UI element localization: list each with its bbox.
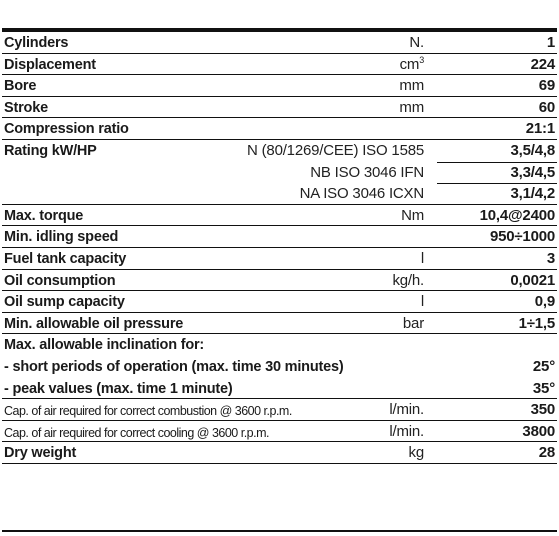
row-value: 0,0021 <box>510 271 555 289</box>
table-row-cylinders <box>2 32 557 54</box>
row-label: - short periods of operation (max. time 30 minutes) <box>4 358 344 375</box>
table-row-fuel-tank <box>2 248 557 270</box>
row-label: Cap. of air required for correct combustion @ 3600 r.p.m. <box>4 404 292 419</box>
row-unit: NA ISO 3046 ICXN <box>299 185 424 203</box>
row-label: Cap. of air required for correct cooling @ 3600 r.p.m. <box>4 425 269 440</box>
row-unit: N (80/1269/CEE) ISO 1585 <box>247 141 424 159</box>
row-unit: l/min. <box>389 401 424 419</box>
unit-base: cm <box>399 55 420 73</box>
table-row-rating-nb <box>2 162 557 184</box>
row-unit: NB ISO 3046 IFN <box>310 163 424 181</box>
table-row-dry-weight <box>2 442 557 464</box>
row-label: Stroke <box>4 99 48 116</box>
table-row-oil-sump <box>2 291 557 313</box>
table-row-max-torque <box>2 205 557 227</box>
row-label: Dry weight <box>4 445 77 462</box>
row-value: 0,9 <box>534 293 555 311</box>
row-value: 3,5/4,8 <box>510 141 555 159</box>
table-row-bore <box>2 75 557 97</box>
row-unit: bar <box>402 314 424 332</box>
row-value: 950÷1000 <box>489 228 555 246</box>
row-label: Max. torque <box>4 207 84 224</box>
table-row-idling-speed <box>2 226 557 248</box>
row-unit: mm <box>399 98 424 116</box>
table-row-rating-na <box>2 183 557 205</box>
row-value: 3,1/4,2 <box>510 185 555 203</box>
row-label: Fuel tank capacity <box>4 250 127 267</box>
table-row-stroke <box>2 97 557 119</box>
unit-superscript: 3 <box>419 54 424 65</box>
row-unit: l <box>420 249 424 267</box>
row-value: 3 <box>546 249 555 267</box>
row-label: Min. allowable oil pressure <box>4 315 184 332</box>
table-row-inclination-short <box>2 356 557 378</box>
row-value: 3,3/4,5 <box>510 163 555 181</box>
row-label: Bore <box>4 78 37 95</box>
table-row-oil-pressure <box>2 313 557 335</box>
row-unit: l/min. <box>389 422 424 440</box>
row-label: - peak values (max. time 1 minute) <box>4 380 233 397</box>
row-label: Displacement <box>4 56 96 73</box>
table-row-rating <box>2 140 557 162</box>
table-row-oil-consumption <box>2 270 557 292</box>
row-unit: kg <box>408 444 424 462</box>
row-unit: mm <box>399 77 424 95</box>
table-row-air-combustion <box>2 399 557 421</box>
row-value: 10,4@2400 <box>479 206 555 224</box>
table-row-air-cooling <box>2 421 557 443</box>
table-row-inclination-peak <box>2 378 557 400</box>
row-unit: l <box>420 293 424 311</box>
row-label: Compression ratio <box>4 121 129 138</box>
row-label: Oil sump capacity <box>4 294 125 311</box>
row-value: 69 <box>538 77 555 95</box>
row-unit: Nm <box>401 206 424 224</box>
row-value: 1 <box>546 34 555 51</box>
row-unit <box>400 56 424 74</box>
row-label: Min. idling speed <box>4 229 119 246</box>
row-value: 1÷1,5 <box>518 314 555 332</box>
table-row-inclination-header <box>2 334 557 356</box>
row-unit: N. <box>409 34 424 51</box>
row-value: 25° <box>532 357 555 375</box>
table-row-displacement <box>2 54 557 76</box>
row-value: 21:1 <box>525 120 555 138</box>
row-value: 3800 <box>522 422 555 440</box>
row-value: 224 <box>530 55 555 73</box>
row-label: Rating kW/HP <box>4 142 97 159</box>
row-value: 60 <box>538 98 555 116</box>
bottom-rule <box>2 530 557 532</box>
row-unit: kg/h. <box>392 271 424 289</box>
row-value: 350 <box>530 401 555 419</box>
row-label: Max. allowable inclination for: <box>4 337 205 354</box>
row-value: 35° <box>532 379 555 397</box>
table-row-compression-ratio <box>2 118 557 140</box>
row-value: 28 <box>538 444 555 462</box>
row-label: Oil consumption <box>4 272 116 289</box>
spec-table <box>2 32 557 464</box>
row-label: Cylinders <box>4 35 69 51</box>
